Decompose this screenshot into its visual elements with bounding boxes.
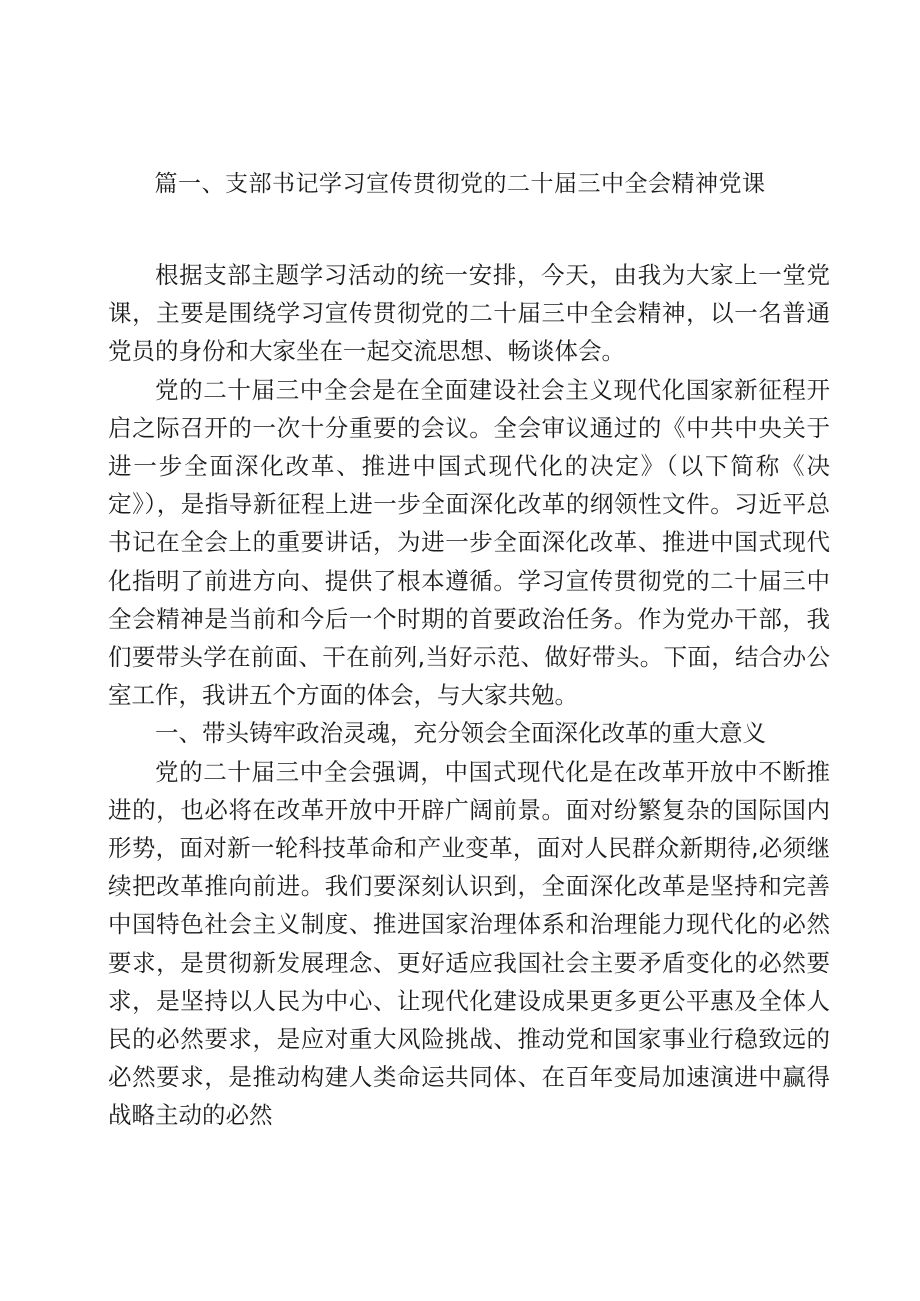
paragraph-background: 党的二十届三中全会是在全面建设社会主义现代化国家新征程开启之际召开的一次十分重要的会议。全会审议通过的《中共中央关于进一步全面深化改革、推进中国式现代化的决定》（以下简称《决定》），是指导新征程上进一步全面深化改革的纲领性文件。习近平总书记在全会上的重要讲话，为进一步全面深化改革、推进中国式现代化指明了前进方向、提供了根本遵循。学习宣传贯彻党的二十届三中全会精神是当前和今后一个时期的首要政治任务。作为党办干部，我们要带头学在前面、干在前列,当好示范、做好带头。下面，结合办公室工作，我讲五个方面的体会，与大家共勉。: [108, 375, 830, 710]
document-title: 篇一、支部书记学习宣传贯彻党的二十届三中全会精神党课: [154, 171, 766, 197]
paragraph-intro: 根据支部主题学习活动的统一安排，今天，由我为大家上一堂党课，主要是围绕学习宣传贯彻党的二十届三中全会精神，以一名普通党员的身份和大家坐在一起交流思想、畅谈体会。: [108, 261, 830, 366]
paragraph-section-one: 党的二十届三中全会强调，中国式现代化是在改革开放中不断推进的，也必将在改革开放中开辟广阔前景。面对纷繁复杂的国际国内形势，面对新一轮科技革命和产业变革，面对人民群众新期待,必须继续把改革推向前进。我们要深刻认识到，全面深化改革是坚持和完善中国特色社会主义制度、推进国家治理体系和治理能力现代化的必然要求，是贯彻新发展理念、更好适应我国社会主要矛盾变化的必然要求，是坚持以人民为中心、让现代化建设成果更多更公平惠及全体人民的必然要求，是应对重大风险挑战、推动党和国家事业行稳致远的必然要求，是推动构建人类命运共同体、在百年变局加速演进中赢得战略主动的必然: [108, 757, 830, 1130]
section-heading-one: 一、带头铸牢政治灵魂，充分领会全面深化改革的重大意义: [155, 719, 766, 748]
document-body: [108, 256, 830, 1135]
